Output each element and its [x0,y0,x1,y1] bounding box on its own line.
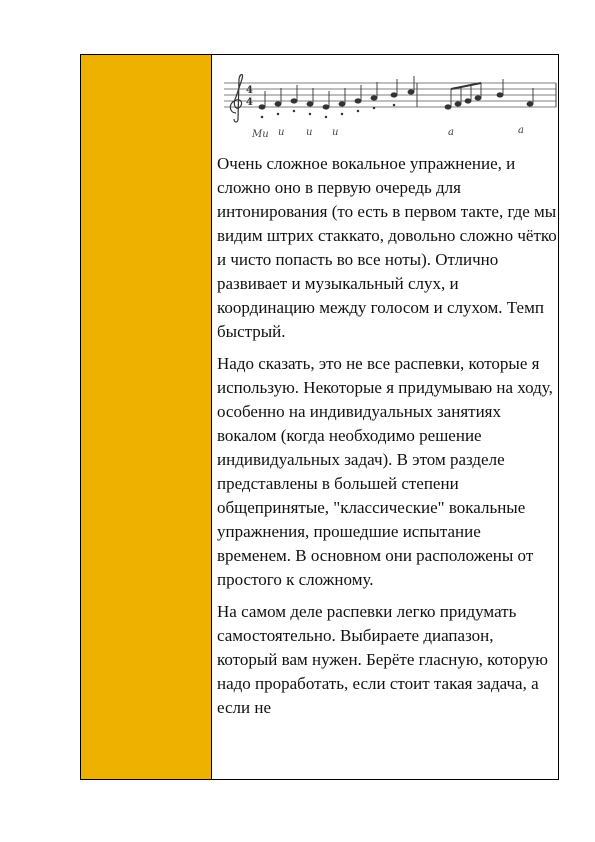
score-syllable: и [278,127,285,138]
two-column-table [80,54,559,780]
paragraph: На самом деле распевки легко придумать самостоятельно. Выбираете диапазон, который вам нужен. Берёте гласную, которую надо проработать, если стоит такая задача, а если не [217,602,548,717]
score-syllable: а [448,127,454,138]
content-cell [212,55,558,779]
paragraph: Очень сложное вокальное упражнение, и сложно оно в первую очередь для интонирования (то есть в первом такте, где мы видим штрих стаккато, довольно сложно чётко и чисто попасть во все ноты). Отлично развивает и музыкальный слух, и координацию между голосом и слухом. Темп быстрый. [217,154,557,341]
score-syllable: и [332,127,339,138]
score-syllable: и [306,127,313,138]
paragraph: Надо сказать, это не все распевки, которые я использую. Некоторые я придумываю на ходу, особенно на индивидуальных занятиях вокалом (когда необходимо решение индивидуальных задач). В этом разделе представлены в большей степени общепринятые, "классические" вокальные упражнения, прошедшие испытание временем. В основном они расположены от простого к сложному. [217,354,553,589]
score-syllable: а [518,125,524,136]
colored-side-cell [81,55,212,779]
treble-clef-icon [230,75,242,123]
score-syllable: Ми [252,129,269,140]
svg-text:4: 4 [246,97,253,108]
body-text [217,152,557,728]
music-score-image [214,67,558,145]
svg-text:4: 4 [246,85,253,96]
